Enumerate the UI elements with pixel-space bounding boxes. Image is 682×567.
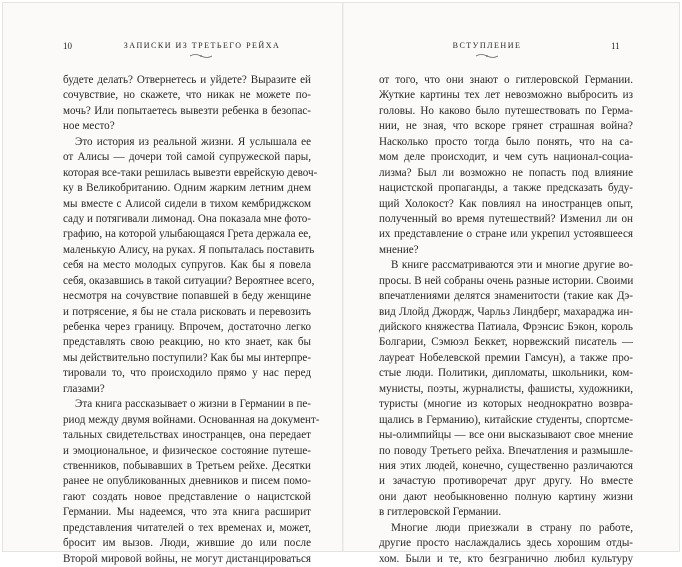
text-line: мом деле происходит, и чем суть национал-социа- <box>379 151 633 164</box>
text-line: сочувствие, но скажете, что никак не можете по- <box>63 89 311 102</box>
text-line: саду и потягивали лимонад. Она показала мне фото- <box>63 212 311 225</box>
text-line: мочь? Или попытаетесь вывезти ребенка в безопас- <box>63 104 311 117</box>
left-page-number: 10 <box>63 41 72 51</box>
text-line: нацистской пропаганды, а также предсказать буду- <box>379 182 633 195</box>
text-line: маленькую Алису, на руках. Я попыталась поставить <box>63 243 315 256</box>
text-line: стые люди. Политики, дипломаты, школьники, ком- <box>379 367 633 380</box>
text-line: ку в Великобританию. Одним жарким летним днем <box>63 182 311 195</box>
text-line: головы. Но каково было путешествовать по Герма- <box>379 104 633 117</box>
text-line: в гитлеровской Германии. <box>379 506 502 519</box>
text-line: щий Холокост? Как повлиял на иностранцев опыт, <box>379 197 633 210</box>
text-line: которая все-таки решилась вывезти еврейскую девоч- <box>63 166 318 179</box>
text-line: дийского княжества Патиала, Фрэнсис Бэкон, король <box>379 321 633 333</box>
text-line: от того, что они знают о гитлеровской Германии. <box>379 74 633 86</box>
text-line: мы вместе с Алисой сидели в тихом кембриджском <box>63 197 311 210</box>
text-line: они дают необыкновенно полную картину жизни <box>379 490 633 503</box>
text-line: ственников, побывавших в Третьем рейхе. Десятки <box>63 459 311 472</box>
right-ornament-icon <box>475 53 499 59</box>
text-line: Второй мировой войны, не могут дистанцироваться <box>63 552 311 565</box>
text-line: лизма? Был ли возможно не попасть под влияние <box>379 166 633 179</box>
text-line: вид Ллойд Джордж, Чарльз Линдберг, махараджа ин- <box>379 305 633 318</box>
text-line: тальных свидетельствах иностранцев, она передает <box>63 429 311 442</box>
text-line: их представление о стране или укрепил устоявшееся <box>379 228 633 241</box>
text-line: несмотря на сочувствие попавшей в беду женщине <box>63 290 311 303</box>
text-line: лауреат Нобелевской премии Гамсун), а также про- <box>379 351 633 364</box>
text-line: себя на место молодых супругов. Как бы я повела <box>63 259 311 272</box>
text-line: от Алисы — дочери той самой супружеской пары, <box>63 151 311 164</box>
text-line: представлять свою реакцию, но кто знает, как бы <box>63 336 311 349</box>
text-line: хом. Были и те, кто безгранично любил культуру <box>379 552 633 565</box>
text-line: нии, не зная, что вскоре грянет страшная война? <box>379 120 633 133</box>
text-line: представления читателей о тех временах и, может, <box>63 521 311 534</box>
text-line: мы действительно поступили? Как бы мы интерпре- <box>63 351 312 364</box>
text-line: ранее не опубликованных дневников и писем помо- <box>63 475 311 488</box>
text-line: туристы (многие из которых неоднократно возвра- <box>379 398 633 411</box>
text-line: впечатлениями делятся знаменитости (такие как Дэ- <box>379 290 633 303</box>
text-line: В книге рассматриваются эти и многие другие во- <box>391 259 633 272</box>
text-line: себя, оказавшись в такой ситуации? Вероятнее всего, <box>63 274 315 287</box>
text-line: гают создать новое представление о нацистской <box>63 490 311 503</box>
text-line: Это история из реальной жизни. Я услышала ее <box>75 135 311 148</box>
text-line: просы. В ней собраны очень разные истории. Своими <box>379 274 634 287</box>
text-line: Многие люди приезжали в страну по работе, <box>391 521 633 534</box>
text-line: ния этих людей, конечно, существенно различаются <box>379 459 633 472</box>
text-line: Германии. Мы надеемся, что эта книга расширит <box>63 506 311 519</box>
text-line: ное место? <box>63 120 115 133</box>
text-line: и потрясение, я бы не стала рисковать и перевозить <box>63 305 311 318</box>
text-line: щались в Германию), китайские студенты, спортсме- <box>379 413 633 426</box>
text-line: Насколько просто тогда было понять, что на са- <box>379 135 633 148</box>
text-line: Эта книга рассказывает о жизни в Германии в пе- <box>75 398 311 411</box>
text-line: ребенка через границу. Впрочем, достаточно легко <box>63 321 311 333</box>
text-line: Жуткие картины тех лет невозможно выбросить из <box>379 89 633 102</box>
text-line: мнение? <box>379 243 419 256</box>
text-line: ны-олимпийцы — все они высказывают свое мнение <box>379 429 633 442</box>
left-ornament-icon <box>189 53 213 59</box>
text-line: и эмоциональное, и физическое состояние путеше- <box>63 444 311 457</box>
text-line: по поводу Третьего рейха. Впечатления и размышле- <box>379 444 633 457</box>
text-line: глазами? <box>63 382 105 395</box>
text-line: тировали то, что происходило прямо у нас перед <box>63 367 311 380</box>
left-body-text <box>63 73 320 567</box>
text-line: мунисты, поэты, журналисты, фашисты, художники, <box>379 382 633 395</box>
right-page-number: 11 <box>611 41 620 51</box>
left-page <box>3 3 342 565</box>
text-line: бросит им вызов. Люди, жившие до или после <box>63 537 311 550</box>
text-line: будете делать? Отвернетесь и уйдете? Выразите ей <box>63 74 311 86</box>
text-line: другие просто наслаждались здесь хорошим отды- <box>379 537 633 550</box>
text-line: полученный во время путешествий? Изменил ли он <box>379 212 633 225</box>
text-line: графию, на которой улыбающаяся Грета держала ее, <box>63 228 311 241</box>
right-body-text <box>379 73 633 567</box>
text-line: и зачастую противоречат друг другу. Но вместе <box>379 475 633 488</box>
text-line: риод между двумя войнами. Основанная на документ- <box>63 413 320 426</box>
right-running-head: ВСТУПЛЕНИЕ <box>452 41 522 50</box>
left-running-head: ЗАПИСКИ ИЗ ТРЕТЬЕГО РЕЙХА <box>123 41 281 50</box>
right-page <box>344 3 681 565</box>
text-line: Болгарии, Сэмюэл Беккет, норвежский писатель — <box>379 336 633 349</box>
book-spread <box>2 2 680 565</box>
